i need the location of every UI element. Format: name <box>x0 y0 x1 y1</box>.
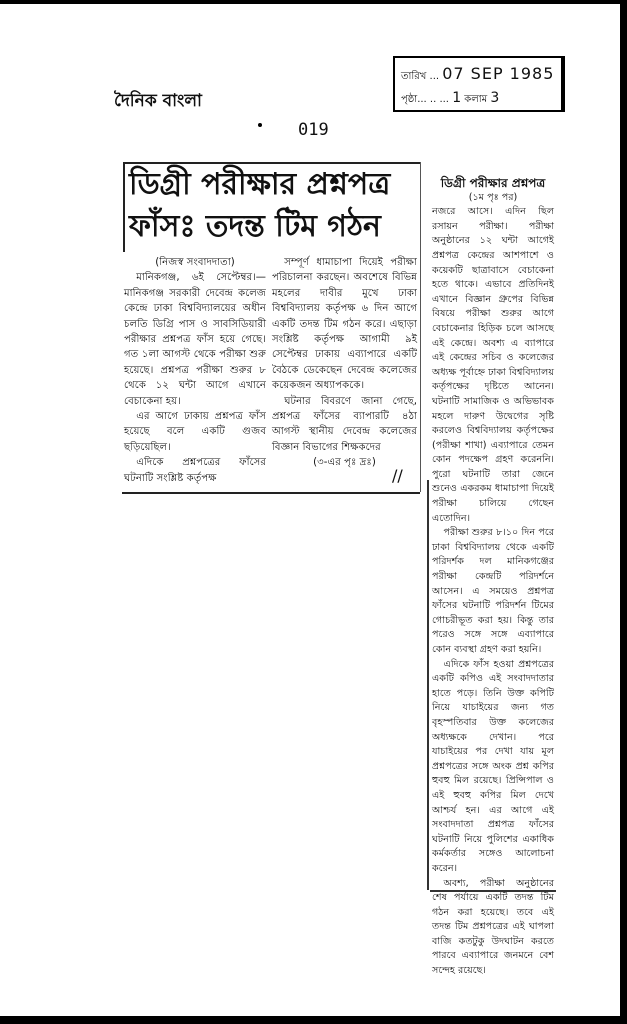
column-label: কলাম <box>464 94 488 105</box>
page-label: পৃষ্ঠা... .. ... <box>401 94 449 105</box>
pen-mark: // <box>392 466 403 485</box>
headline-line-2: ফাঁসঃ তদন্ত টিম গঠন <box>129 209 381 244</box>
scan-edge <box>0 0 627 4</box>
ink-speck <box>258 123 262 127</box>
column-divider <box>427 480 429 890</box>
byline: (নিজস্ব সংবাদদাতা) <box>155 257 235 268</box>
headline <box>129 164 390 248</box>
article-bottom-rule <box>122 492 420 494</box>
paragraph: সম্পূর্ণ ধামাচাপা দিয়েই পরীক্ষা পরিচালনা করছেন। অবশেষে বিভিন্ন মহলের দাবীর মুখে ঢাকা বিশ্ববিদ্যালয় কর্তৃপক্ষ ৬ দিন আগে একটি তদন্ত টিম গঠন করে। এছাড়া সংশ্লিষ্ট কর্তৃপক্ষ আগামী ৯ই সেপ্টেম্বর ঢাকায় এব্যাপারে একটি বৈঠকে ডেকেছেন দেবেন্দ্র কলেজের কয়েকজন অধ্যাপককে। <box>272 257 417 392</box>
column-value: 3 <box>490 90 500 106</box>
paragraph: ঘটনার বিবরণে জানা গেছে, প্রশ্নপত্র ফাঁসের ব্যাপারটি ৪ঠা আগস্ট স্থানীয় দেবেন্দ্র কলেজের বিজ্ঞান বিভাগের শিক্ষকদের <box>272 395 417 453</box>
continuation-bottom-rule <box>430 890 556 892</box>
article-column-2 <box>272 255 417 471</box>
paragraph: মানিকগঞ্জ, ৬ই সেপ্টেম্বর।— মানিকগঞ্জ সরকারী দেবেন্দ্র কলেজ কেন্দ্রে ঢাকা বিশ্ববিদ্যালয়ের অধীন চলতি ডিগ্রি পাস ও সাবসিডিয়ারী পরীক্ষার প্রশ্নপত্র ফাঁস হয়ে গেছে। গত ১লা আগস্ট থেকে পরীক্ষা শুরু হয়েছে। প্রশ্নপত্র পরীক্ষা শুরুর ৮ থেকে ১২ ঘন্টা আগে এখানে বেচাকেনা হয়। <box>124 272 266 407</box>
date-value: 07 SEP 1985 <box>442 64 555 83</box>
continuation-subheading: (১ম পৃঃ পর) <box>468 191 518 203</box>
newspaper-name: দৈনিক বাংলা <box>114 91 202 111</box>
column-divider <box>420 162 421 492</box>
continuation-heading: ডিগ্রী পরীক্ষার প্রশ্নপত্র <box>440 176 546 190</box>
paragraph: অবশ্য, পরীক্ষা অনুষ্ঠানের শেষ পর্যায়ে একটি তদন্ত টিম গঠন করা হয়েছে। তবে এই তদন্ত টিম প্রশ্নপত্রের এই ঘাপলা বাজি কতটুকু উদঘাটন করতে পারবে এব্যাপারে জনমনে বেশ সন্দেহ রয়েছে। <box>432 877 554 977</box>
article-column-1 <box>124 255 266 486</box>
archive-serial-number: 019 <box>298 120 329 140</box>
stamp-date-row <box>401 64 554 86</box>
scan-edge <box>620 0 627 1024</box>
paragraph: এদিকে প্রশ্নপত্রের ফাঁসের ঘটনাটি সংশ্লিষ্ট কর্তৃপক্ষ <box>124 457 266 484</box>
paragraph: পরীক্ষা শুরুর ৮।১০ দিন পরে ঢাকা বিশ্ববিদ্যালয় থেকে একটি পরিদর্শক দল মানিকগঞ্জের পরীক্ষা কেন্দ্রটি পরিদর্শনে আসেন। এ সময়েও প্রশ্নপত্র ফাঁসের ঘটনাটি পরিদর্শন টিমের গোচরীভূত করা হয়। কিন্তু তার পরেও সঙ্গে সঙ্গে এব্যাপারে কোন ব্যবস্থা গ্রহণ করা হয়নি। <box>432 527 554 655</box>
continued-reference: (৩-এর পৃঃ দ্রঃ) <box>313 457 376 469</box>
scan-edge <box>0 1016 627 1024</box>
paragraph: নজরে আসে। এদিন ছিল রসায়ন পরীক্ষা। পরীক্ষা অনুষ্ঠানের ১২ ঘন্টা আগেই প্রশ্নপত্র কেন্দ্রের আশপাশে ও কয়েকটি ছাত্রাবাসে বেচাকেনা হতে থাকে। এভাবে প্রতিদিনই এখানে বিজ্ঞান গ্রুপের বিভিন্ন বিষয়ে পরীক্ষা শুরুর আগে বেচাকেনার হিড়িক চলে আসছে এই কেন্দ্রে। অবশ্য এ ব্যাপারে এই কেন্দ্রের সচিব ও কলেজের অধ্যক্ষ পূর্বাহ্নে ঢাকা বিশ্ববিদ্যালয় কর্তৃপক্ষের দৃষ্টিতে আনেন। ঘটনাটি সামাজিক ও অভিভাবক মহলে দারুণ উদ্বেগের সৃষ্টি করলেও বিশ্ববিদ্যালয় কর্তৃপক্ষের (পরীক্ষা শাখা) এব্যাপারে তেমন কোন পদক্ষেপ গ্রহণ করেননি। পুরো ঘটনাটি তারা জেনে শুনেও একরকম ধামাচাপা দিয়েই পরীক্ষা চালিয়ে গেছেন এতোদিন। <box>432 206 554 524</box>
paragraph: এর আগে ঢাকায় প্রশ্নপত্র ফাঁস হয়েছে বলে একটি গুজব ছড়িয়েছিল। <box>124 411 266 453</box>
paragraph: এদিকে ফাঁস হওয়া প্রশ্নপত্রের একটি কপিও এই সংবাদদাতার হাতে পড়ে। তিনি উক্ত কপিটি নিয়ে যাচাইয়ের জন্য গত বৃহস্পতিবার উক্ত কলেজের অধ্যক্ষকে দেখান। পরে যাচাইয়ের পর দেখা যায় মূল প্রশ্নপত্রের সঙ্গে অংক প্রশ্ন কপির হুবহু মিল রয়েছে। প্রিন্সিপাল ও এই হুবহু কপির মিল দেখে আশ্চর্য হন। এর আগে এই সংবাদদাতা প্রশ্নপত্র ফাঁসের ঘটনাটি নিয়ে পুলিশের একাধিক কর্মকর্তার সঙ্গেও আলোচনা করেন। <box>432 658 554 874</box>
headline-line-1: ডিগ্রী পরীক্ষার প্রশ্নপত্র <box>129 167 391 202</box>
date-label: তারিখ ... <box>401 71 440 82</box>
archive-stamp <box>393 56 565 112</box>
page-value: 1 <box>452 90 462 106</box>
stamp-page-row <box>401 90 499 109</box>
headline-box <box>123 162 420 252</box>
continuation-column <box>432 176 554 979</box>
